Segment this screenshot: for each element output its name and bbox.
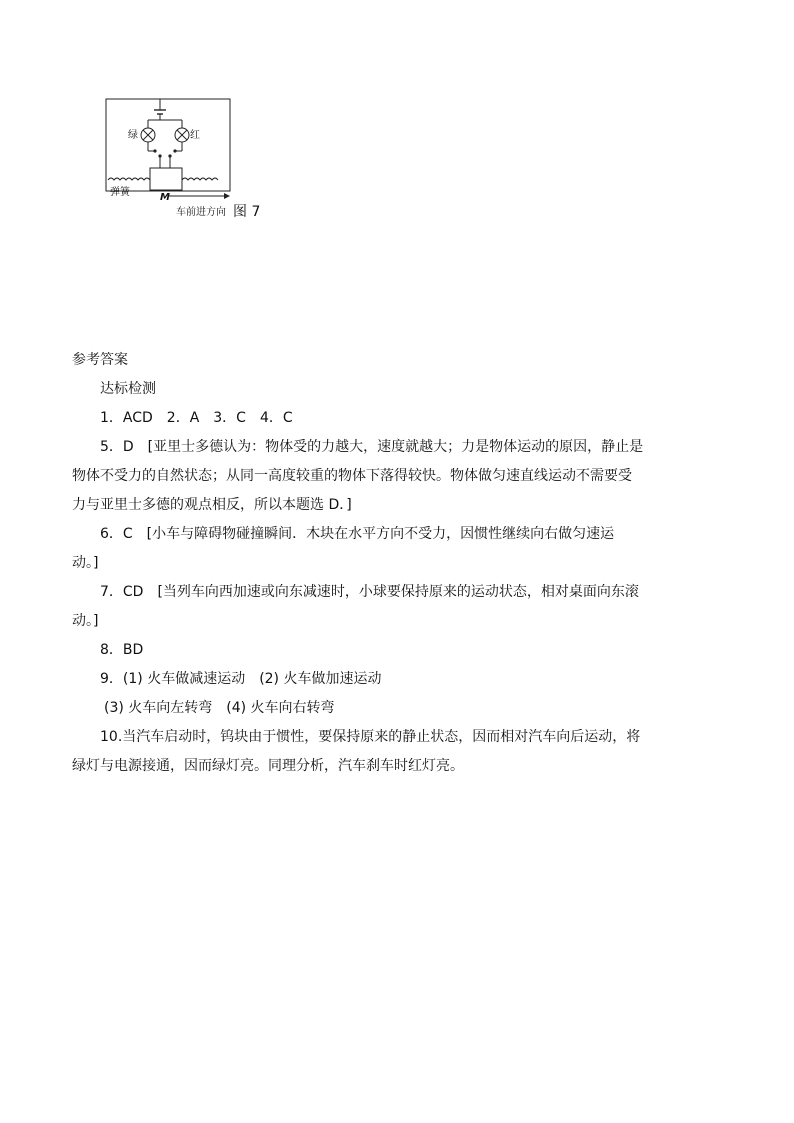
- answer-line: 力与亚里士多德的观点相反，所以本题选 D．]: [72, 497, 352, 513]
- answer-line: 8．BD: [100, 642, 144, 658]
- label-mass: M: [160, 192, 170, 203]
- answer-line: 7．CD [当列车向西加速或向东减速时，小球要保持原来的运动状态，相对桌面向东滚: [100, 584, 639, 600]
- answer-line: 1．ACD 2．A 3．C 4．C: [100, 410, 293, 426]
- direction-arrowhead: [224, 193, 230, 199]
- answers-heading: 参考答案: [72, 352, 128, 368]
- answer-line: 绿灯与电源接通，因而绿灯亮。同理分析，汽车刹车时红灯亮。: [72, 758, 464, 774]
- answer-line: (3) 火车向左转弯 (4) 火车向右转弯: [104, 700, 335, 716]
- label-green: 绿: [128, 130, 138, 141]
- mass-block: [150, 168, 182, 190]
- label-spring: 弹簧: [110, 187, 130, 198]
- answer-line: 6．C [小车与障碍物碰撞瞬间．木块在水平方向不受力，因惯性继续向右做匀速运: [100, 526, 615, 542]
- answer-line: 9．(1) 火车做减速运动 (2) 火车做加速运动: [100, 671, 382, 687]
- answer-line: 动。]: [72, 555, 99, 571]
- figure-caption: 图 7: [233, 204, 261, 220]
- car-frame: [106, 99, 230, 191]
- answer-line: 10.当汽车启动时，钨块由于惯性，要保持原来的静止状态，因而相对汽车向后运动，将: [100, 729, 641, 745]
- section-heading: 达标检测: [100, 381, 156, 397]
- right-spring: [182, 178, 218, 180]
- answer-line: 5．D [亚里士多德认为：物体受的力越大，速度就越大；力是物体运动的原因，静止是: [100, 439, 644, 455]
- left-spring: [108, 178, 150, 180]
- label-direction: 车前进方向: [176, 207, 226, 218]
- answer-section: [72, 346, 722, 781]
- answer-line: 物体不受力的自然状态；从同一高度较重的物体下落得较快。物体做匀速直线运动不需要受: [72, 468, 632, 484]
- answer-line: 动。]: [72, 613, 99, 629]
- label-red: 红: [190, 130, 200, 141]
